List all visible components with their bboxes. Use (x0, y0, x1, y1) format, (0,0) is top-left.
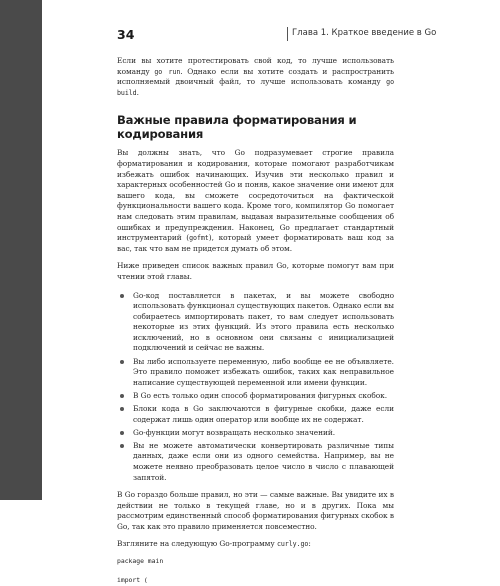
code-line-blank (117, 567, 394, 577)
list-item-text: В Go есть только один способ форматирования фигурных скобок. (133, 390, 388, 400)
bullet-icon (120, 294, 124, 298)
list-item-text: Вы либо используете переменную, либо вообще ее не объявляете. Это правило поможет избежать ошибок, таких как неправильное написание существующей переменной или имени функции. (133, 356, 394, 387)
bullet-icon (120, 431, 124, 435)
intro-paragraph (117, 56, 394, 98)
code-line: import ( (117, 576, 148, 585)
list-item-text: Go-код поставляется в пакетах, и вы можете свободно использовать функционал существующих пакетов. Однако если вы собираетесь импортировать пакет, то вам следует использовать некоторые из этих функций. Из этого правила есть несколько исключений, но в основном они связаны с инициализацией подключений и сейчас не важны. (133, 290, 394, 353)
list-item (117, 404, 394, 425)
page-number: 34 (117, 27, 135, 42)
bullet-icon (120, 444, 124, 448)
code-listing (117, 557, 394, 586)
section-heading: Важные правила форматирования и кодирования (117, 113, 357, 142)
list-item (117, 428, 394, 439)
page-content (117, 56, 394, 586)
intro-text-1: Если вы хотите протестировать свой код, то лучше использовать команду (117, 56, 394, 76)
list-item (117, 357, 394, 389)
header-divider (287, 27, 288, 41)
list-item-text: Блоки кода в Go заключаются в фигурные скобки, даже если содержат лишь один оператор или вообще их не содержат. (133, 403, 394, 424)
list-item (117, 441, 394, 483)
rules-text-2: ), который умеет форматировать ваш код за вас, так что вам не придется думать об этом. (117, 233, 394, 253)
rules-text-1: Вы должны знать, что Go подразумевает строгие правила форматирования и кодирования, которые помогают разработчикам избежать ошибок начинающих. Изучив эти несколько правил и характерных особенностей Go и поняв, какое значение они имеют для вашего кода, вы сможете сосредоточиться на фактической функциональности вашего кода. Кроме того, компилятор Go помогает нам следовать этим правилам, выдавая выразительные сообщения об ошибках и предупреждения. Наконец, Go предлагает стандартный инструментарий ( (117, 148, 394, 243)
list-intro-paragraph: Ниже приведен список важных правил Go, которые помогут вам при чтении этой главы. (117, 261, 394, 281)
intro-text-2: . Однако если вы хотите создать и распространить исполняемый двоичный файл, то лучше использовать команду (117, 66, 394, 87)
code-intro-paragraph (117, 539, 394, 550)
page-edge-bar (0, 0, 42, 500)
summary-paragraph: В Go гораздо больше правил, но эти — самые важные. Вы увидите их в действии не только в текущей главе, но и в других. Пока мы рассмотрим единственный способ форматирования фигурных скобок в Go, так как это правило применяется повсеместно. (117, 490, 394, 531)
bullet-icon (120, 360, 124, 364)
bullet-icon (120, 394, 124, 398)
code-intro-colon: : (308, 539, 311, 549)
code-line: package main (117, 557, 164, 566)
list-item (117, 291, 394, 355)
list-item (117, 391, 394, 402)
list-item-text: Вы не можете автоматически конвертировать различные типы данных, даже если они из одного семейства. Например, вы не можете неявно преобразовать целое число в число с плавающей запятой. (133, 440, 394, 482)
bullet-icon (120, 407, 124, 411)
running-header (117, 27, 437, 47)
rules-list (117, 291, 394, 484)
inline-code-filename: curly.go (276, 540, 309, 549)
intro-text-3: . (136, 87, 139, 97)
inline-code-gofmt: gofmt (189, 234, 209, 243)
list-item-text: Go-функции могут возвращать несколько значений. (133, 427, 336, 437)
code-intro-text: Взгляните на следующую Go-программу (117, 539, 277, 549)
inline-code-go-run: go run (154, 67, 181, 76)
rules-paragraph (117, 148, 394, 254)
inline-code-go-build: go build (117, 78, 394, 97)
chapter-title: Глава 1. Краткое введение в Go (292, 28, 437, 38)
